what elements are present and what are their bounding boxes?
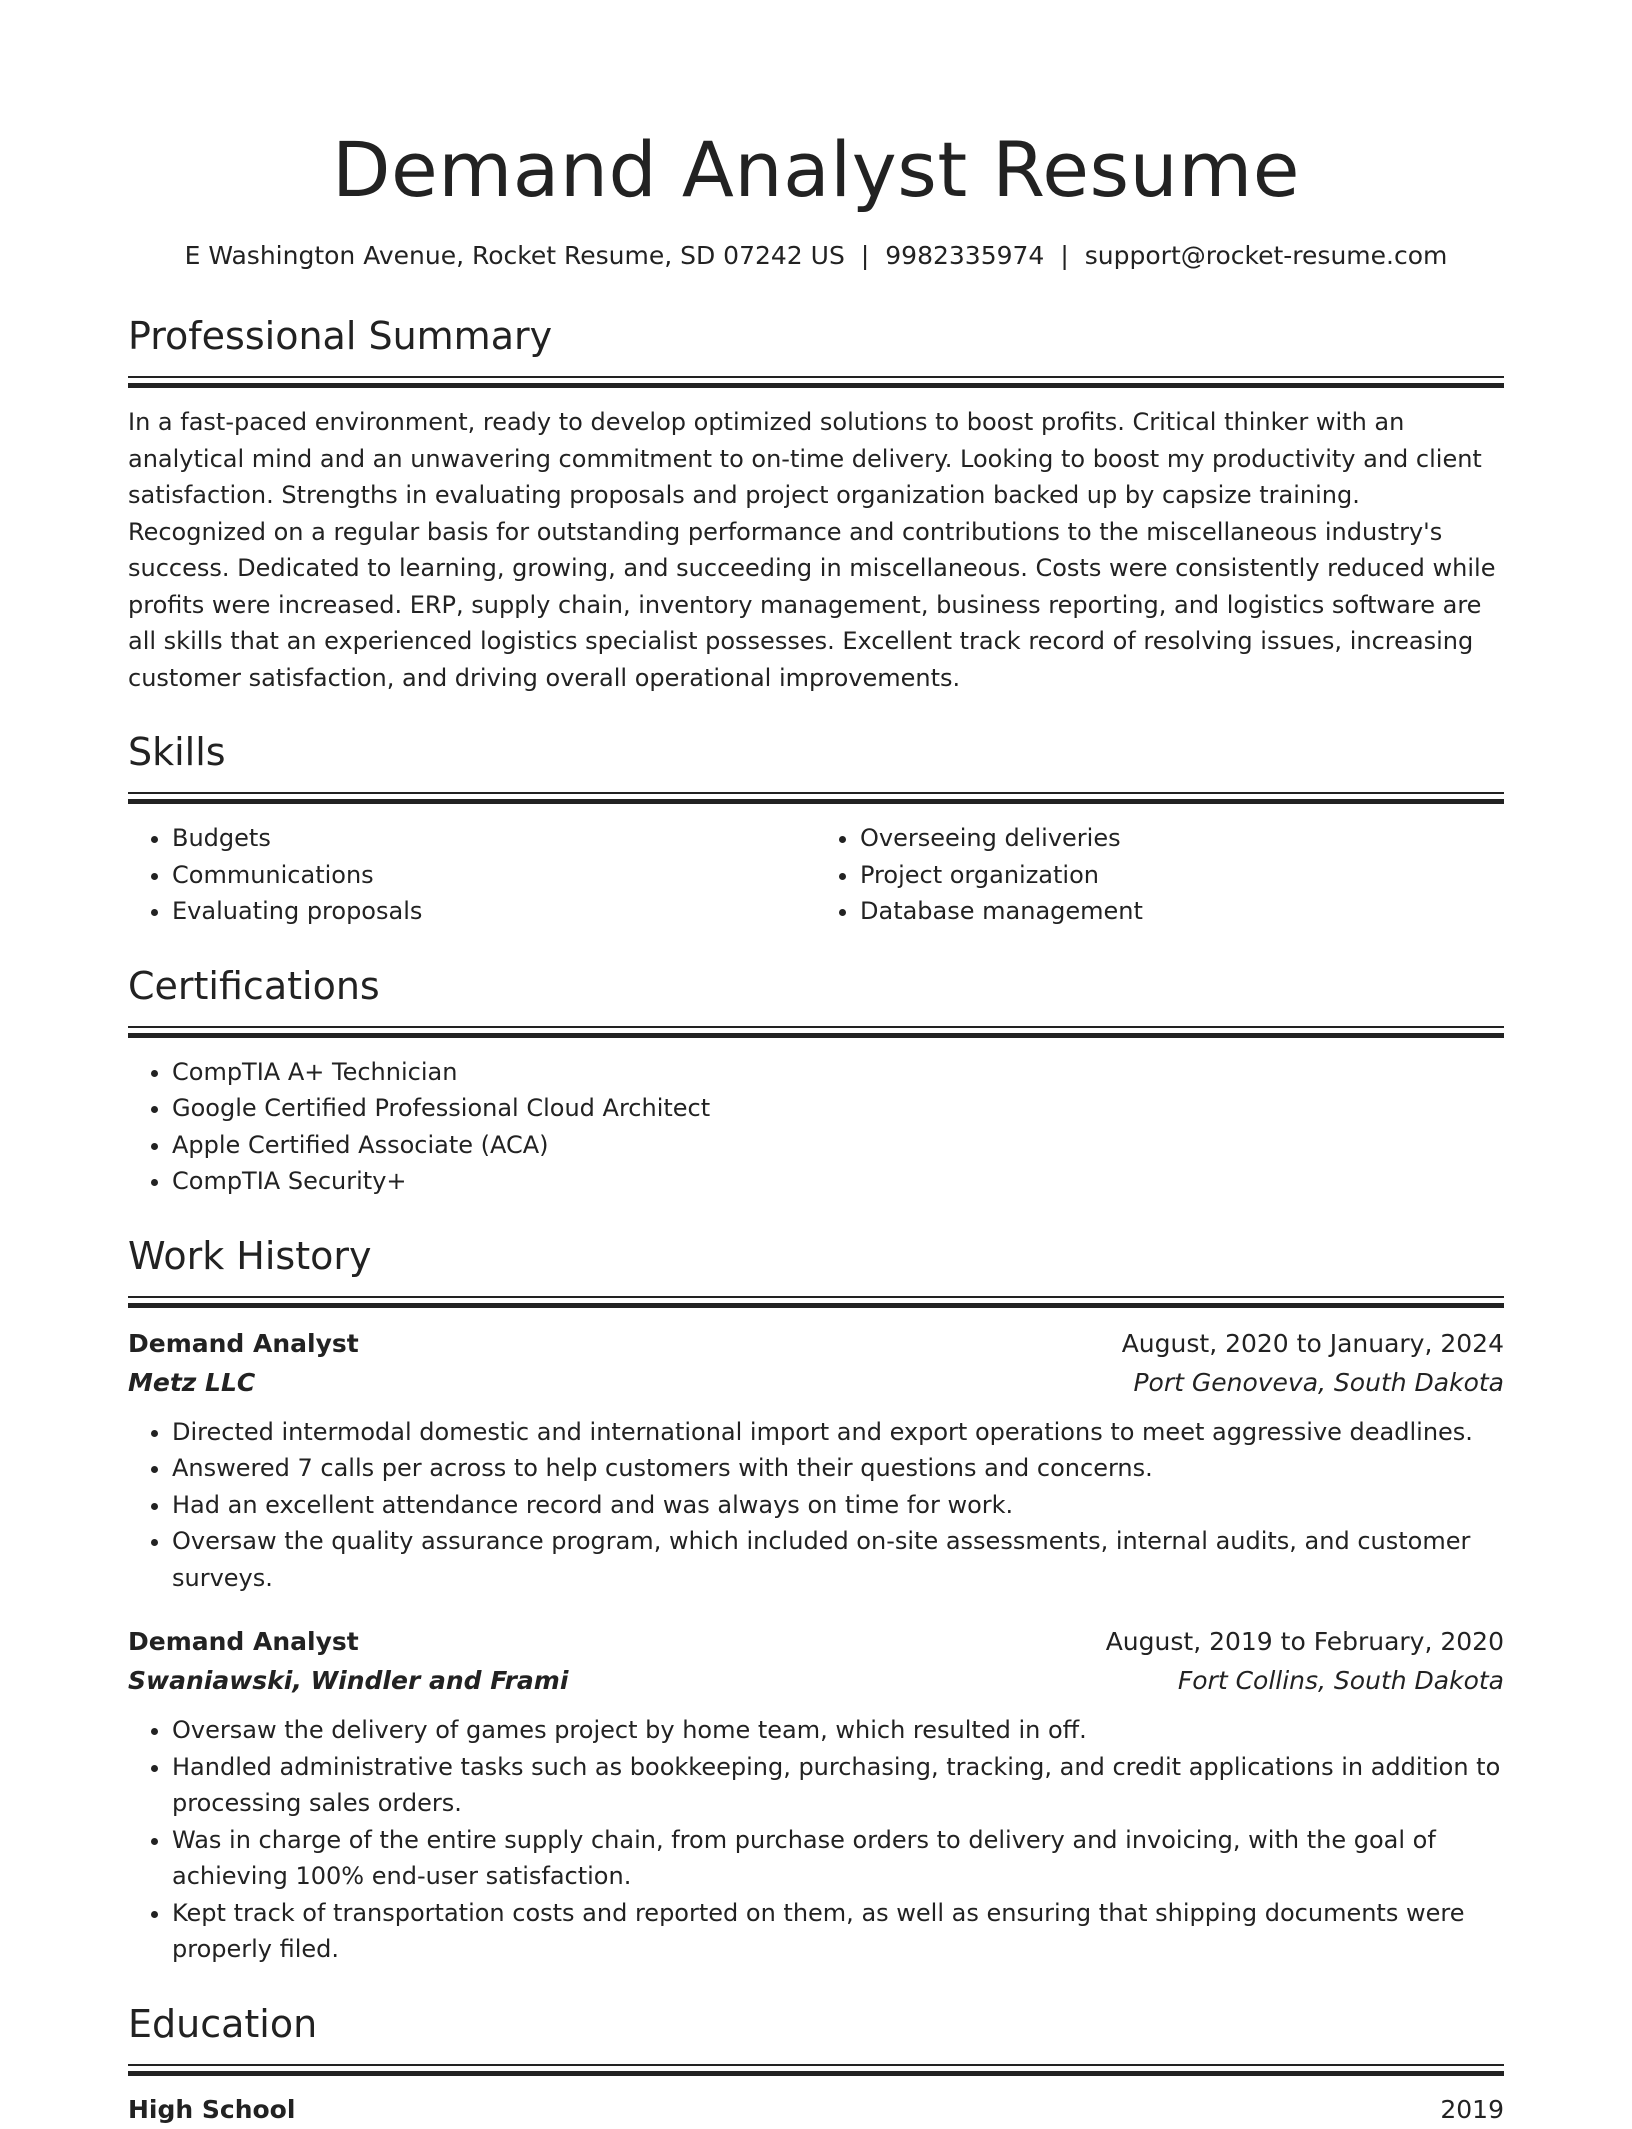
job-duty: • Oversaw the quality assurance program, which included on-site assessments, internal audits, and customer surveys. xyxy=(172,1523,1504,1596)
skills-list-left xyxy=(128,820,816,930)
section-summary xyxy=(128,310,1504,696)
skill-item: • Database management xyxy=(860,893,1504,930)
section-divider xyxy=(128,376,1504,388)
section-certifications xyxy=(128,960,1504,1200)
job-header-row xyxy=(128,1324,1504,1363)
contact-separator: | xyxy=(1060,241,1069,270)
section-divider xyxy=(128,792,1504,804)
skill-item: • Overseeing deliveries xyxy=(860,820,1504,857)
section-title-certifications: Certifications xyxy=(128,963,380,1008)
contact-address: E Washington Avenue, Rocket Resume, SD 07242 US xyxy=(184,241,845,270)
education-degree: High School xyxy=(128,2094,296,2124)
job-duty: • Answered 7 calls per across to help customers with their questions and concerns. xyxy=(172,1450,1504,1487)
contact-line xyxy=(128,236,1504,276)
section-divider xyxy=(128,1296,1504,1308)
certification-item: • CompTIA A+ Technician xyxy=(172,1054,1504,1091)
job-duty: • Was in charge of the entire supply chain, from purchase orders to delivery and invoicing, with the goal of achieving 100% end-user satisfaction. xyxy=(172,1822,1504,1895)
job-dates: August, 2020 to January, 2024 xyxy=(1121,1328,1504,1358)
job-title: Demand Analyst xyxy=(128,1328,359,1358)
skill-item: • Communications xyxy=(172,857,816,894)
job-company-row xyxy=(128,1363,1504,1402)
job-dates: August, 2019 to February, 2020 xyxy=(1105,1627,1504,1656)
job-duties-list xyxy=(128,1712,1504,1968)
contact-phone: 9982335974 xyxy=(885,241,1045,270)
skill-item: • Budgets xyxy=(172,820,816,857)
section-title-work-history: Work History xyxy=(128,1233,372,1278)
certification-item: • Apple Certified Associate (ACA) xyxy=(172,1127,1504,1164)
section-education xyxy=(128,1998,1504,2129)
job-entry xyxy=(128,1324,1504,1597)
job-duties-list xyxy=(128,1414,1504,1597)
job-duty: • Oversaw the delivery of games project by home team, which resulted in off. xyxy=(172,1712,1504,1749)
skill-item: • Evaluating proposals xyxy=(172,893,816,930)
job-location: Fort Collins, South Dakota xyxy=(1177,1666,1504,1695)
education-row xyxy=(128,2090,1504,2129)
skills-columns xyxy=(128,820,1504,930)
section-divider xyxy=(128,2064,1504,2076)
job-duty: • Had an excellent attendance record and was always on time for work. xyxy=(172,1487,1504,1524)
job-duty: • Directed intermodal domestic and international import and export operations to meet aggressive deadlines. xyxy=(172,1414,1504,1451)
section-title-education: Education xyxy=(128,2001,318,2046)
summary-text: In a fast-paced environment, ready to develop optimized solutions to boost profits. Critical thinker with an analytical mind and an unwavering commitment to on-time delivery. Looking to boost my productivity and client satisfaction. Strengths in evaluating proposals and project organization backed up by capsize training. Recognized on a regular basis for outstanding performance and contributions to the miscellaneous industry's success. Dedicated to learning, growing, and succeeding in miscellaneous. Costs were consistently reduced while profits were increased. ERP, supply chain, inventory management, business reporting, and logistics software are all skills that an experienced logistics specialist possesses. Excellent track record of resolving issues, increasing customer satisfaction, and driving overall operational improvements. xyxy=(128,408,1496,692)
certification-item: • CompTIA Security+ xyxy=(172,1163,1504,1200)
job-duty: • Handled administrative tasks such as bookkeeping, purchasing, tracking, and credit applications in addition to processing sales orders. xyxy=(172,1749,1504,1822)
certification-item: • Google Certified Professional Cloud Architect xyxy=(172,1090,1504,1127)
education-year: 2019 xyxy=(1440,2094,1504,2124)
contact-email: support@rocket-resume.com xyxy=(1084,241,1448,270)
skills-list-right xyxy=(816,820,1504,930)
job-company: Metz LLC xyxy=(128,1367,256,1397)
certifications-list xyxy=(128,1054,1504,1200)
section-work-history xyxy=(128,1230,1504,1968)
job-location: Port Genoveva, South Dakota xyxy=(1133,1367,1504,1397)
section-divider xyxy=(128,1026,1504,1038)
job-title: Demand Analyst xyxy=(128,1627,359,1656)
job-company-row xyxy=(128,1661,1504,1700)
job-entry xyxy=(128,1622,1504,1968)
section-title-skills: Skills xyxy=(128,730,226,774)
section-title-summary: Professional Summary xyxy=(128,314,553,358)
job-duty: • Kept track of transportation costs and reported on them, as well as ensuring that shipping documents were properly filed. xyxy=(172,1895,1504,1968)
section-skills xyxy=(128,726,1504,930)
contact-separator: | xyxy=(860,241,870,270)
skill-item: • Project organization xyxy=(860,857,1504,894)
resume-title: Demand Analyst Resume xyxy=(331,125,1301,214)
job-header-row xyxy=(128,1622,1504,1661)
job-company: Swaniawski, Windler and Frami xyxy=(128,1666,569,1695)
